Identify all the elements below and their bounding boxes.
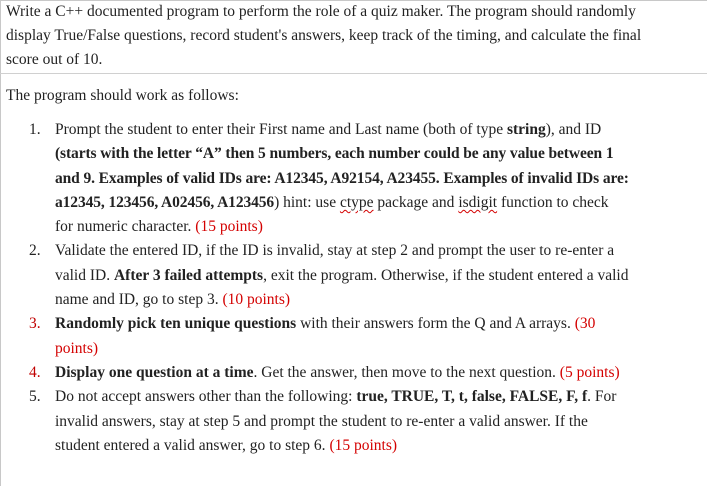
step-number: 4. — [29, 363, 41, 381]
step-text: Prompt the student to enter their First name and Last name (both of type — [55, 121, 507, 138]
intro-paragraph: Write a C++ documented program to perform the role of a quiz maker. The program should randomly display True/False questions, record student's answers, keep track of the timing, and calculate the final score out of 10. — [6, 3, 642, 68]
step-text-bold: Display one question at a time — [55, 363, 254, 381]
step-3 — [0, 312, 630, 361]
step-text: function to check for numeric character. — [55, 193, 609, 236]
step-number: 5. — [29, 388, 41, 406]
step-text-bold: (starts with the letter “A” then 5 numbers, each number could be any value between 1 and 9. Examples of valid IDs are: A12345, A92154, A23455. Examples of invalid IDs are: a12345, 123456, A02456, A123456 — [55, 145, 629, 211]
step-4 — [0, 361, 630, 385]
step-text-bold: true, TRUE, T, t, false, FALSE, F, f — [356, 388, 588, 406]
spellcheck-word: ctype — [339, 193, 374, 211]
step-number: 3. — [29, 315, 41, 333]
step-5 — [0, 385, 630, 458]
step-text: with their answers form the Q and A arrays. — [296, 315, 575, 333]
step-number: 2. — [29, 242, 41, 260]
steps-list — [0, 118, 707, 458]
spellcheck-word: isdigit — [458, 193, 498, 211]
step-text: , exit the program. Otherwise, if the student entered a valid name and ID, go to step 3. — [55, 266, 629, 309]
step-text: Validate the entered ID, if the ID is invalid, stay at step 2 and prompt the user to re-enter a valid ID. — [55, 242, 615, 284]
step-points: (30 points) — [55, 315, 596, 357]
lead-sentence: The program should work as follows: — [6, 87, 239, 104]
step-points: (15 points) — [195, 218, 263, 236]
step-points: (10 points) — [222, 291, 291, 309]
step-text: . For invalid answers, stay at step 5 and prompt the student to re-enter a valid answer. If the student entered a valid answer, go to step 6. — [55, 388, 617, 454]
step-text-bold: After 3 failed attempts — [113, 266, 264, 284]
step-text: ) hint: use — [274, 193, 340, 211]
step-text: . Get the answer, then move to the next question. — [253, 363, 560, 381]
step-text: package and — [373, 193, 459, 211]
step-text-bold: string — [506, 121, 546, 138]
step-text: Do not accept answers other than the following: — [55, 388, 357, 406]
step-points: (15 points) — [329, 436, 398, 454]
section-divider — [0, 73, 707, 74]
step-text: ), and ID — [545, 121, 602, 138]
step-2 — [0, 239, 630, 312]
step-1 — [0, 118, 630, 239]
step-number: 1. — [29, 121, 41, 138]
step-points: (5 points) — [559, 363, 620, 381]
step-text-bold: Randomly pick ten unique questions — [55, 315, 297, 333]
